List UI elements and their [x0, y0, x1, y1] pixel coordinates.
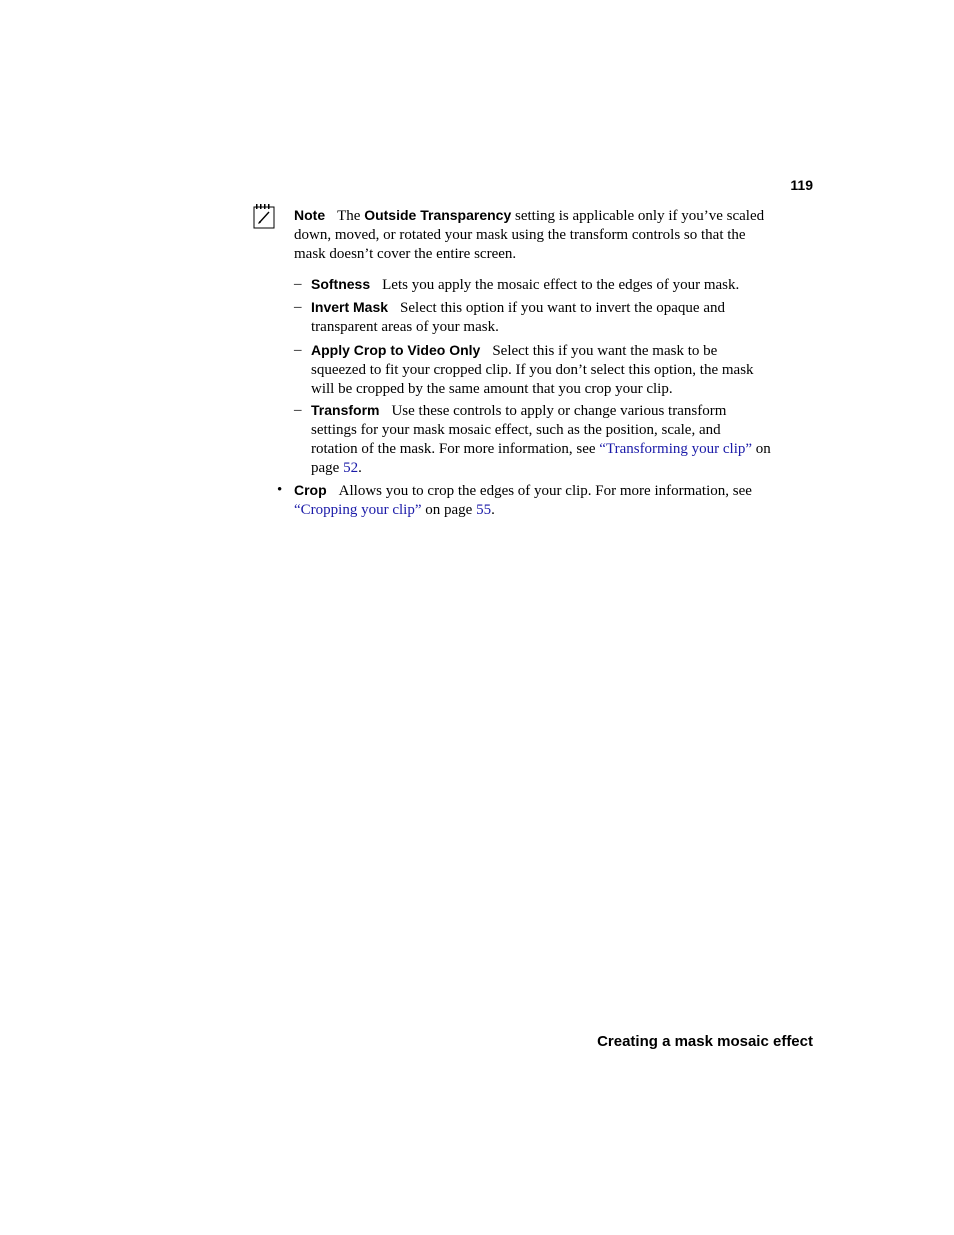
transforming-clip-link[interactable]: “Transforming your clip”: [599, 441, 753, 457]
page-52-link[interactable]: 52: [343, 460, 359, 476]
item-text: Lets you apply the mosaic effect to the edges of your mask.: [382, 277, 740, 293]
list-item-crop: [277, 481, 770, 520]
dash-marker: –: [294, 342, 302, 358]
list-item-apply-crop: [294, 341, 771, 399]
bullet-marker: •: [277, 482, 283, 498]
dash-marker: –: [294, 276, 302, 292]
item-text-after-link: on page: [311, 441, 771, 476]
list-item-softness: [294, 275, 771, 295]
item-text: Select this option if you want to invert the opaque and transparent areas of your mask.: [311, 300, 725, 335]
list-item-transform: [294, 401, 771, 478]
item-term: Softness: [311, 276, 371, 292]
item-text: Select this if you want the mask to be squeezed to fit your cropped clip. If you don’t select this option, the mask will be cropped by the same amount that you crop your clip.: [311, 343, 754, 397]
item-end: .: [491, 502, 495, 518]
note-label: Note: [294, 207, 326, 223]
item-end: .: [358, 460, 362, 476]
note-paragraph: [294, 206, 770, 264]
page-55-link[interactable]: 55: [476, 502, 492, 518]
footer-section-title: Creating a mask mosaic effect: [597, 1033, 813, 1050]
item-term: Crop: [294, 482, 327, 498]
cropping-clip-link[interactable]: “Cropping your clip”: [294, 502, 422, 518]
page-number: 119: [790, 177, 813, 193]
item-term: Transform: [311, 402, 380, 418]
note-text: setting is applicable only if you’ve scaled down, moved, or rotated your mask using the transform controls so that the mask doesn’t cover the entire screen.: [294, 208, 765, 262]
note-term: Outside Transparency: [364, 207, 512, 223]
item-term: Apply Crop to Video Only: [311, 342, 481, 358]
dash-marker: –: [294, 402, 302, 418]
item-term: Invert Mask: [311, 299, 389, 315]
dash-marker: –: [294, 299, 302, 315]
item-text-after-link: on page: [421, 502, 477, 518]
notepad-pencil-icon: [253, 203, 275, 229]
item-text: Allows you to crop the edges of your clip. For more information, see: [338, 483, 752, 499]
list-item-invert-mask: [294, 298, 771, 337]
note-prefix: The: [337, 208, 365, 224]
item-text: Use these controls to apply or change various transform settings for your mask mosaic effect, such as the position, scale, and rotation of the mask. For more information, see: [311, 403, 727, 457]
